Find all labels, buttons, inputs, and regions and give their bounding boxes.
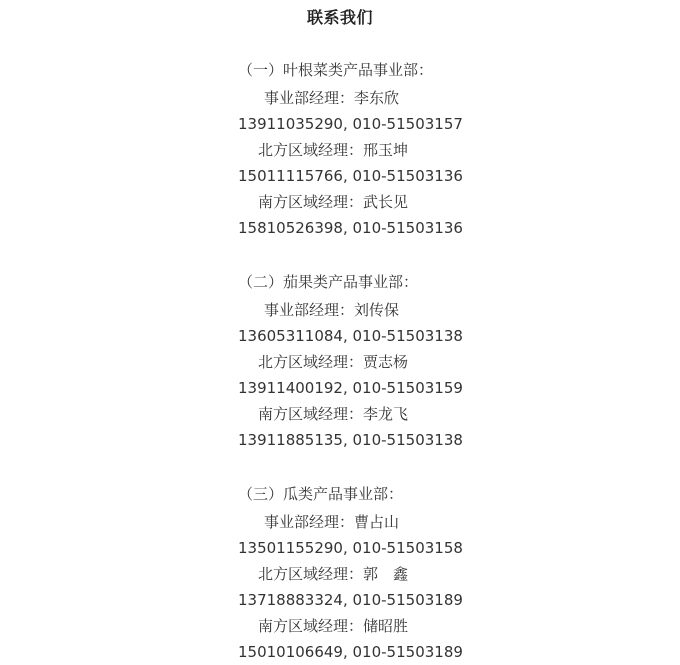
- contact-role: 事业部经理：刘传保: [264, 301, 400, 319]
- contact-phone: 13911885135, 010-51503138: [238, 431, 463, 449]
- contact-entry: [0, 613, 680, 665]
- contact-phone: 13718883324, 010-51503189: [238, 591, 463, 609]
- contact-role: 北方区域经理：邢玉坤: [258, 141, 409, 159]
- page-title: 联系我们: [306, 8, 373, 27]
- contact-entry: [0, 85, 680, 137]
- contact-role: 南方区域经理：武长见: [258, 193, 409, 211]
- contact-section: [0, 479, 680, 665]
- contact-phone: 15810526398, 010-51503136: [238, 219, 463, 237]
- contact-sections: [0, 29, 680, 665]
- contact-entry: [0, 401, 680, 453]
- contact-role: 南方区域经理：储昭胜: [258, 617, 409, 635]
- contact-phone: 13911035290, 010-51503157: [238, 115, 463, 133]
- contact-role: 事业部经理：曹占山: [264, 513, 400, 531]
- contact-entry: [0, 509, 680, 561]
- contact-phone: 15010106649, 010-51503189: [238, 643, 463, 661]
- contact-section: [0, 55, 680, 241]
- contact-entry: [0, 297, 680, 349]
- section-spacer: [0, 255, 680, 267]
- contact-entry: [0, 189, 680, 241]
- contact-phone: 13605311084, 010-51503138: [238, 327, 463, 345]
- contact-entry: [0, 349, 680, 401]
- contact-role: 南方区域经理：李龙飞: [258, 405, 409, 423]
- section-heading: （一）叶根菜类产品事业部：: [238, 61, 434, 79]
- contact-entry: [0, 137, 680, 189]
- section-spacer: [0, 467, 680, 479]
- contact-phone: 13501155290, 010-51503158: [238, 539, 463, 557]
- contact-phone: 13911400192, 010-51503159: [238, 379, 463, 397]
- contact-role: 北方区域经理：郭 鑫: [258, 565, 409, 583]
- contact-entry: [0, 561, 680, 613]
- contact-phone: 15011115766, 010-51503136: [238, 167, 463, 185]
- section-heading: （三）瓜类产品事业部：: [238, 485, 404, 503]
- contact-role: 事业部经理：李东欣: [264, 89, 400, 107]
- contact-section: [0, 267, 680, 453]
- contact-role: 北方区域经理：贾志杨: [258, 353, 409, 371]
- section-heading: （二）茄果类产品事业部：: [238, 273, 419, 291]
